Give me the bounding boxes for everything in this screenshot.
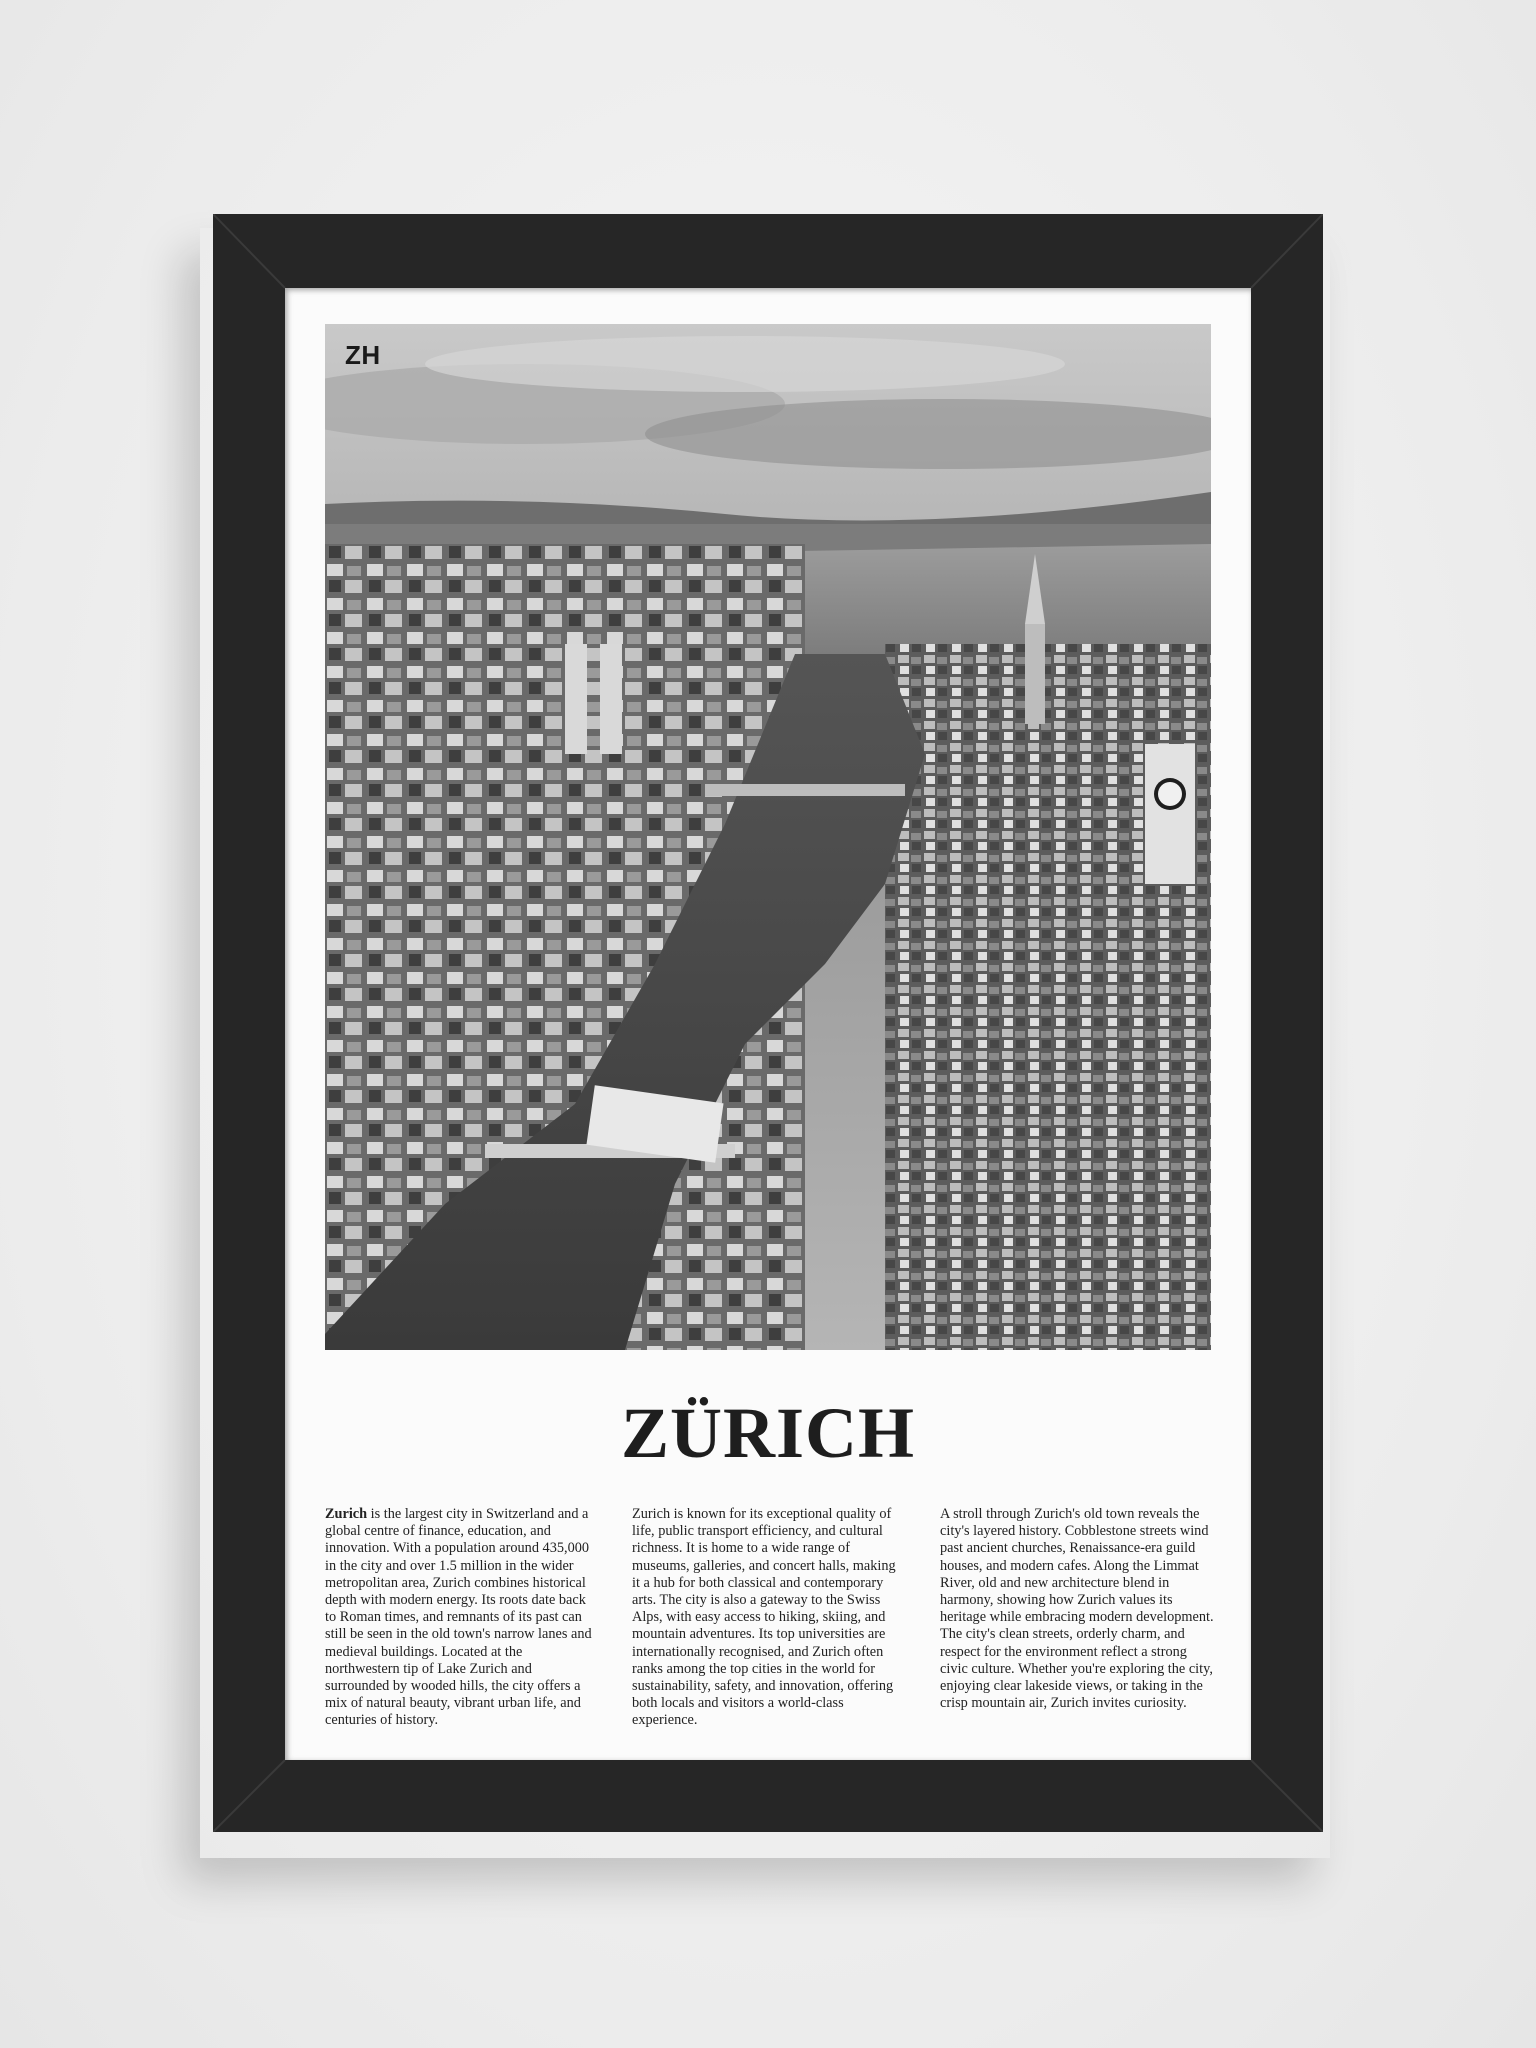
text-column-3 (940, 1506, 1214, 1712)
column-3-text: A stroll through Zurich's old town reveals the city's layered history. Cobblestone streets wind past ancient churches, Renaissance-era guild houses, and modern cafes. Along the Limmat River, old and new architecture blend in harmony, showing how Zurich values its heritage while embracing modern development. The city's clean streets, orderly charm, and respect for the environment reflect a strong civic culture. Whether you're exploring the city, enjoying clear lakeside views, or taking in the crisp mountain air, Zurich invites curiosity. (940, 1506, 1214, 1712)
lead-word: Zurich (325, 1506, 368, 1522)
text-column-2 (632, 1506, 906, 1730)
text-column-1 (325, 1506, 599, 1730)
column-1-text: is the largest city in Switzerland and a global centre of finance, education, and innovation. With a population around 435,000 in the city and over 1.5 million in the wider metropolitan area, Zurich combines historical depth with modern energy. Its roots date back to Roman times, and remnants of its past can still be seen in the old town's narrow lanes and medieval buildings. Located at the northwestern tip of Lake Zurich and surrounded by wooded hills, the city offers a mix of natural beauty, vibrant urban life, and centuries of history. (325, 1506, 592, 1729)
city-aerial-photo (325, 324, 1211, 1350)
column-2-text: Zurich is known for its exceptional quality of life, public transport efficiency, and cultural richness. It is home to a wide range of museums, galleries, and concert halls, making it a hub for both classical and contemporary arts. The city is also a gateway to the Swiss Alps, with easy access to hiking, skiing, and mountain adventures. Its top universities are internationally recognised, and Zurich often ranks among the top cities in the world for sustainability, safety, and innovation, offering both locals and visitors a world-class experience. (632, 1506, 896, 1729)
region-badge: ZH (345, 340, 381, 370)
poster-title: ZÜRICH (620, 1393, 916, 1473)
